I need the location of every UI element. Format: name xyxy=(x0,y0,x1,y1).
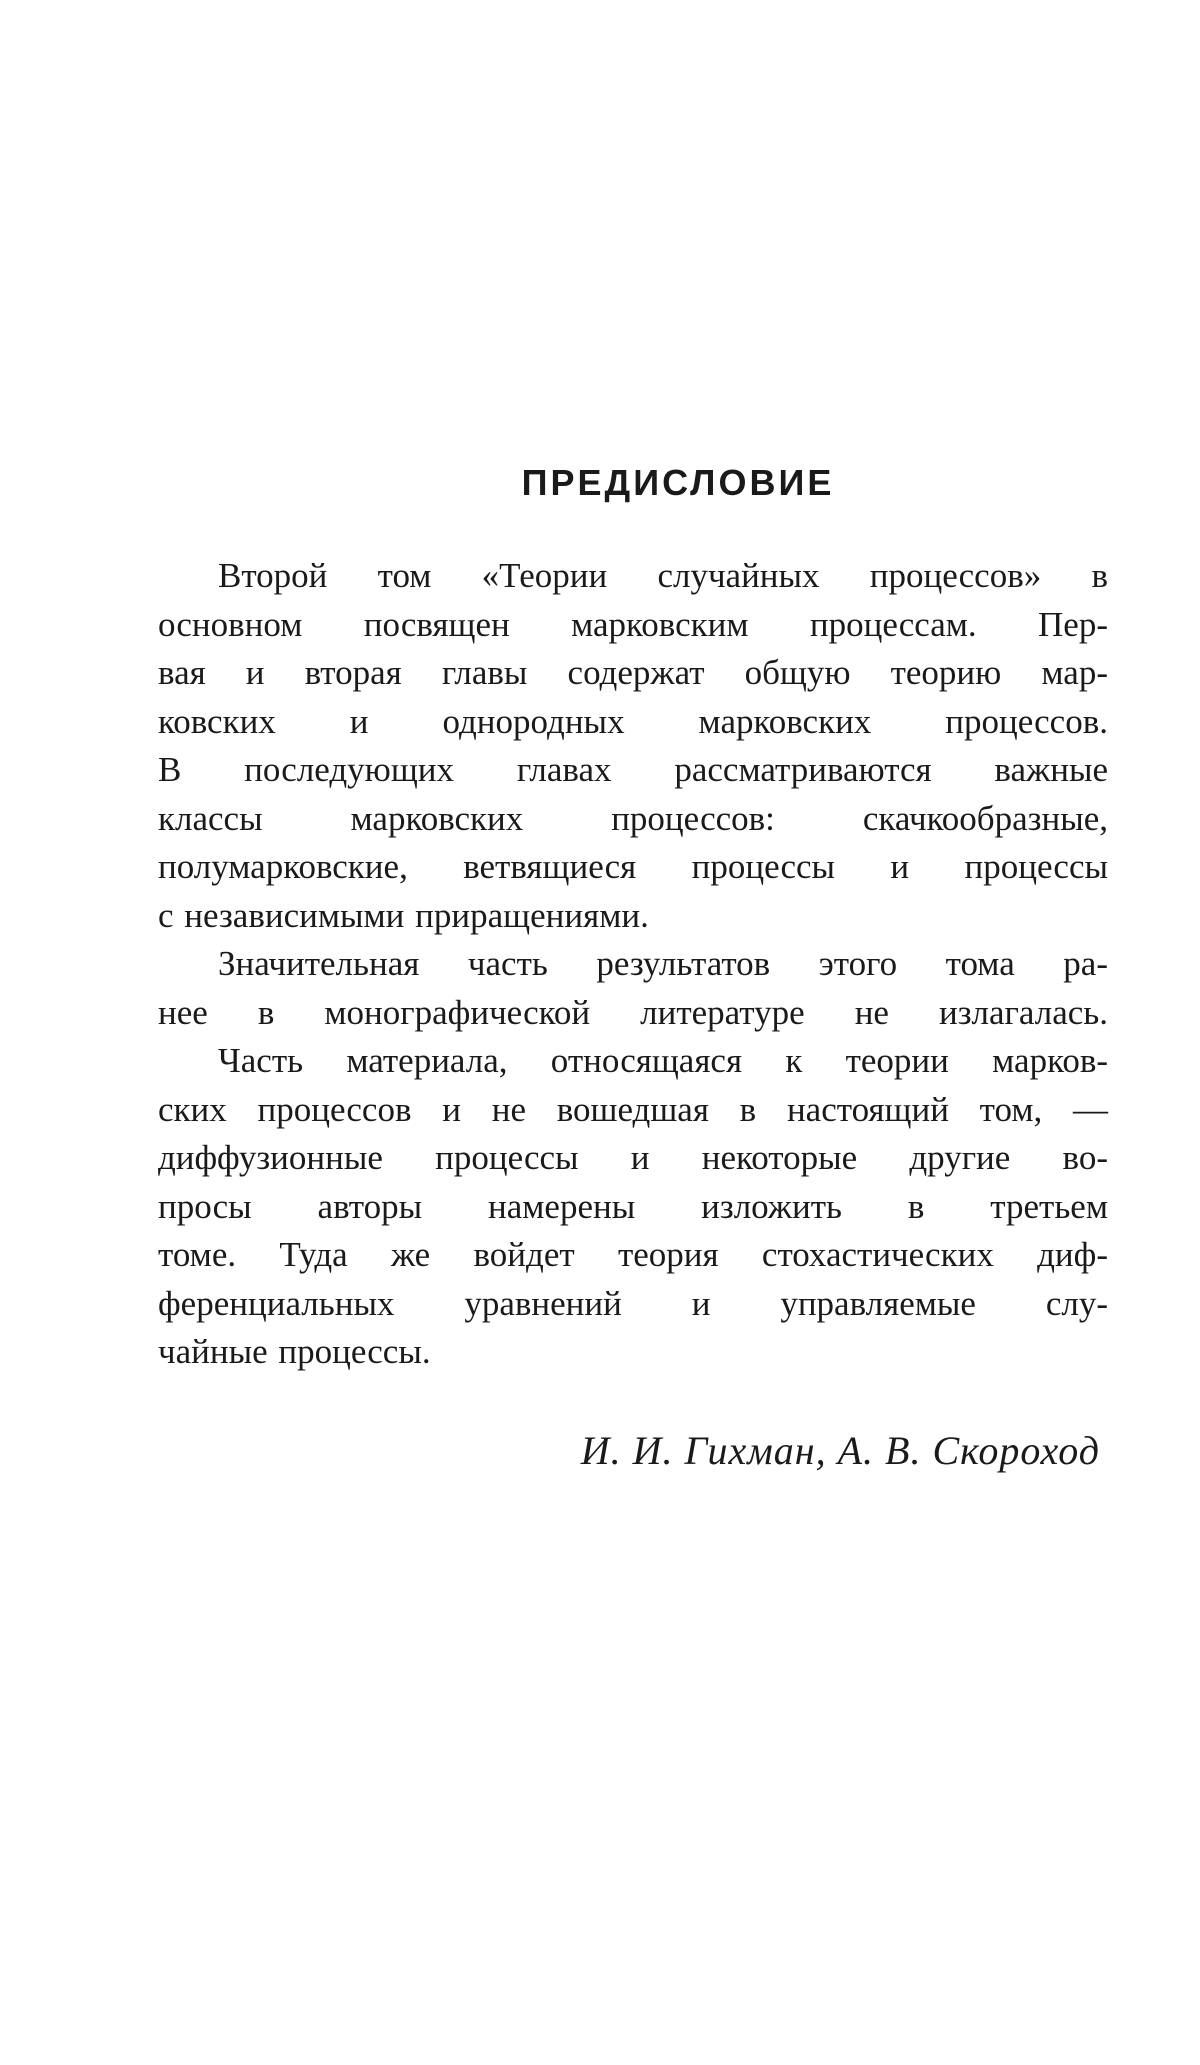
text-line: Значительная часть результатов этого тома ра- xyxy=(218,944,1108,983)
paragraph-2 xyxy=(158,940,1108,1037)
page-title: ПРЕДИСЛОВИЕ xyxy=(521,462,835,503)
text-line: нее в монографической литературе не излагалась. xyxy=(158,992,1108,1032)
text-line: основном посвящен марковским процессам. Пер- xyxy=(158,604,1108,644)
text-line: классы марковских процессов: скачкообразные, xyxy=(158,798,1108,838)
author-signature: И. И. Гихман, А. В. Скороход xyxy=(580,1427,1100,1473)
paragraph-3 xyxy=(158,1037,1108,1377)
text-line: диффузионные процессы и некоторые другие во- xyxy=(158,1138,1108,1177)
preface-page xyxy=(158,440,1108,1474)
text-line: с независимыми приращениями. xyxy=(158,895,649,935)
text-line: ских процессов и не вошедшая в настоящий том, — xyxy=(158,1089,1108,1129)
text-line: чайные процессы. xyxy=(158,1332,431,1371)
text-line: томе. Туда же войдет теория стохастических диф- xyxy=(158,1235,1108,1274)
text-line: ковских и однородных марковских процессов. xyxy=(158,701,1108,741)
text-line: В последующих главах рассматриваются важные xyxy=(158,750,1108,789)
text-line: ференциальных уравнений и управляемые слу- xyxy=(158,1283,1108,1323)
text-line: Второй том «Теории случайных процессов» в xyxy=(218,556,1108,595)
text-line: просы авторы намерены изложить в третьем xyxy=(158,1186,1108,1226)
text-line: Часть материала, относящаяся к теории марков- xyxy=(218,1041,1108,1080)
text-line: полумарковские, ветвящиеся процессы и процессы xyxy=(158,847,1108,886)
text-line: вая и вторая главы содержат общую теорию мар- xyxy=(158,653,1108,692)
paragraph-1 xyxy=(158,552,1108,940)
